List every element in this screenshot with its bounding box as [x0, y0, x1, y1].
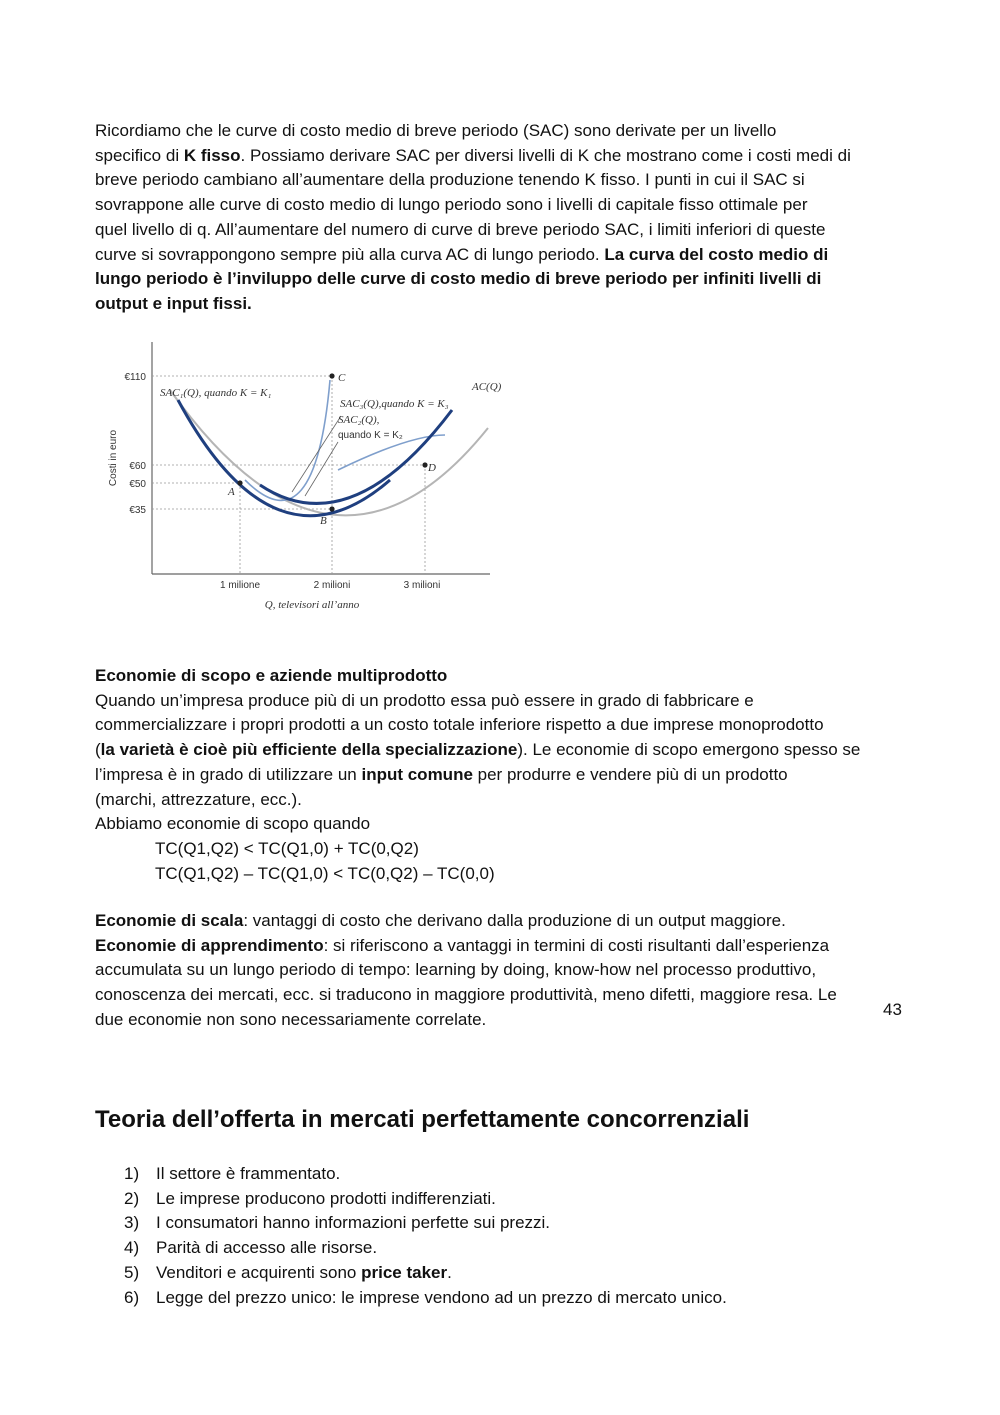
x-axis-title: Q, televisori all’anno: [264, 599, 360, 611]
text-line: [95, 738, 910, 763]
sac2-leader: [305, 442, 338, 496]
bold-text: price taker: [361, 1262, 448, 1282]
list-item: [124, 1261, 727, 1286]
bold-text: La curva del costo medio di: [604, 244, 829, 264]
bold-text: la varietà è cioè più efficiente della specializzazione: [100, 740, 518, 760]
y-tick-50: €50: [129, 479, 146, 490]
list-item: [124, 1211, 727, 1236]
intro-paragraph: [95, 119, 910, 317]
text-run: Parità di accesso alle risorse.: [156, 1238, 378, 1258]
text-line: [95, 812, 910, 837]
text-run: quel livello di q. All’aumentare del numero di curve di breve periodo SAC, i limiti inferiori di queste: [95, 219, 826, 239]
text-line: [95, 664, 910, 689]
text-run: (marchi, attrezzature, ecc.).: [95, 789, 302, 809]
label-sac1: SAC₁(Q), quando K = K₁: [160, 387, 272, 399]
page-number: 43: [883, 1000, 902, 1019]
list-item: [124, 1286, 727, 1311]
x-tick-2m: 2 milioni: [313, 580, 351, 591]
text-run: Abbiamo economie di scopo quando: [95, 814, 371, 834]
list-number: 4): [124, 1238, 140, 1258]
text-line: [95, 983, 910, 1008]
point-a: [237, 480, 242, 485]
bold-text: Economie di scala: [95, 911, 244, 930]
text-run: per produrre e vendere più di un prodotto: [472, 764, 788, 784]
conditions-list: [124, 1162, 727, 1310]
text-line: [95, 958, 910, 983]
text-run: Legge del prezzo unico: le imprese vendono ad un prezzo di mercato unico.: [156, 1287, 727, 1307]
text-run: : vantaggi di costo che derivano dalla produzione di un output maggiore.: [243, 911, 786, 930]
bold-text: Economie di scopo e aziende multiprodotto: [95, 666, 448, 685]
point-c: [329, 373, 334, 378]
list-item: [124, 1236, 727, 1261]
label-sac3: SAC₃(Q),quando K = K₃: [340, 398, 449, 410]
scope-paragraph: [95, 664, 910, 886]
text-run: Quando un’impresa produce più di un prodotto essa può essere in grado di fabbricare e: [95, 690, 754, 710]
text-run: Ricordiamo che le curve di costo medio di breve periodo (SAC) sono derivate per un livello: [95, 121, 777, 140]
text-line: [95, 689, 910, 714]
text-run: due economie non sono necessariamente correlate.: [95, 1009, 487, 1029]
bold-text: input comune: [361, 764, 473, 784]
bold-text: K fisso: [183, 145, 241, 165]
y-tick-35: €35: [129, 505, 146, 516]
x-tick-3m: 3 milioni: [403, 580, 441, 591]
point-d: [422, 462, 427, 467]
text-line: [95, 292, 910, 317]
section-heading: Teoria dell’offerta in mercati perfettamente concorrenziali: [95, 1106, 750, 1133]
y-axis-title: Costi in euro: [108, 429, 119, 487]
text-line: [95, 168, 910, 193]
label-b: B: [320, 515, 327, 527]
text-run: : si riferiscono a vantaggi in termini di costi risultanti dall’esperienza: [323, 935, 830, 955]
text-line: [95, 713, 910, 738]
text-run: Le imprese producono prodotti indifferenziati.: [156, 1188, 496, 1208]
text-run: I consumatori hanno informazioni perfette sui prezzi.: [156, 1213, 551, 1233]
label-sac2b: quando K = K₂: [338, 430, 403, 441]
text-line: [95, 193, 910, 218]
text-line: [95, 243, 910, 268]
text-run: TC(Q1,Q2) < TC(Q1,0) + TC(0,Q2): [155, 838, 419, 858]
label-d: D: [428, 462, 436, 474]
list-number: 6): [124, 1287, 140, 1307]
y-tick-60: €60: [129, 461, 146, 472]
text-line: [95, 144, 910, 169]
text-run: ). Le economie di scopo emergono spesso se: [517, 740, 861, 760]
point-b: [329, 506, 334, 511]
text-run: specifico di: [95, 145, 184, 165]
label-ac: AC(Q): [472, 381, 502, 393]
list-number: 5): [124, 1262, 140, 1282]
text-line: [95, 267, 910, 292]
list-number: 3): [124, 1213, 140, 1233]
text-line: [95, 862, 910, 887]
text-run: (: [95, 740, 101, 760]
label-a: A: [228, 486, 235, 498]
text-run: accumulata su un lungo periodo di tempo: learning by doing, know-how nel processo produttivo,: [95, 960, 817, 980]
text-line: [95, 1008, 910, 1033]
text-line: [95, 934, 910, 959]
text-run: Il settore è frammentato.: [156, 1164, 341, 1183]
x-tick-1m: 1 milione: [219, 580, 261, 591]
text-line: [95, 763, 910, 788]
list-number: 2): [124, 1188, 140, 1208]
label-sac2a: SAC₂(Q),: [338, 414, 380, 426]
label-c: C: [338, 372, 346, 384]
text-run: breve periodo cambiano all’aumentare della produzione tenendo K fisso. I punti in cui il SAC si: [95, 170, 805, 190]
text-run: curve si sovrappongono sempre più alla curva AC di lungo periodo.: [95, 244, 605, 264]
text-line: [95, 218, 910, 243]
cost-curves-figure: [100, 340, 520, 620]
list-item: [124, 1187, 727, 1212]
text-line: [95, 119, 910, 144]
bold-text: Economie di apprendimento: [95, 935, 324, 955]
text-line: [95, 837, 910, 862]
text-line: [95, 788, 910, 813]
sac3-leader: [292, 416, 341, 492]
text-run: commercializzare i propri prodotti a un costo totale inferiore rispetto a due imprese monoprodotto: [95, 715, 824, 735]
cost-curves-chart: [100, 340, 520, 620]
text-run: TC(Q1,Q2) – TC(Q1,0) < TC(0,Q2) – TC(0,0): [155, 863, 495, 883]
text-run: .: [447, 1262, 452, 1282]
bold-text: output e input fissi.: [95, 293, 252, 313]
list-number: 1): [124, 1164, 140, 1183]
text-run: conoscenza dei mercati, ecc. si traducono in maggiore produttività, meno difetti, maggiore resa. Le: [95, 985, 837, 1005]
text-line: [95, 909, 910, 934]
y-tick-110: €110: [124, 372, 146, 383]
text-run: l’impresa è in grado di utilizzare un: [95, 764, 362, 784]
bold-text: lungo periodo è l’inviluppo delle curve di costo medio di breve periodo per infiniti livelli di: [95, 269, 822, 289]
text-run: sovrappone alle curve di costo medio di lungo periodo sono i livelli di capitale fisso ottimale per: [95, 195, 808, 215]
text-run: . Possiamo derivare SAC per diversi livelli di K che mostrano come i costi medi di: [240, 145, 851, 165]
text-run: Venditori e acquirenti sono: [156, 1262, 362, 1282]
learning-paragraph: [95, 909, 910, 1033]
list-item: [124, 1162, 727, 1187]
